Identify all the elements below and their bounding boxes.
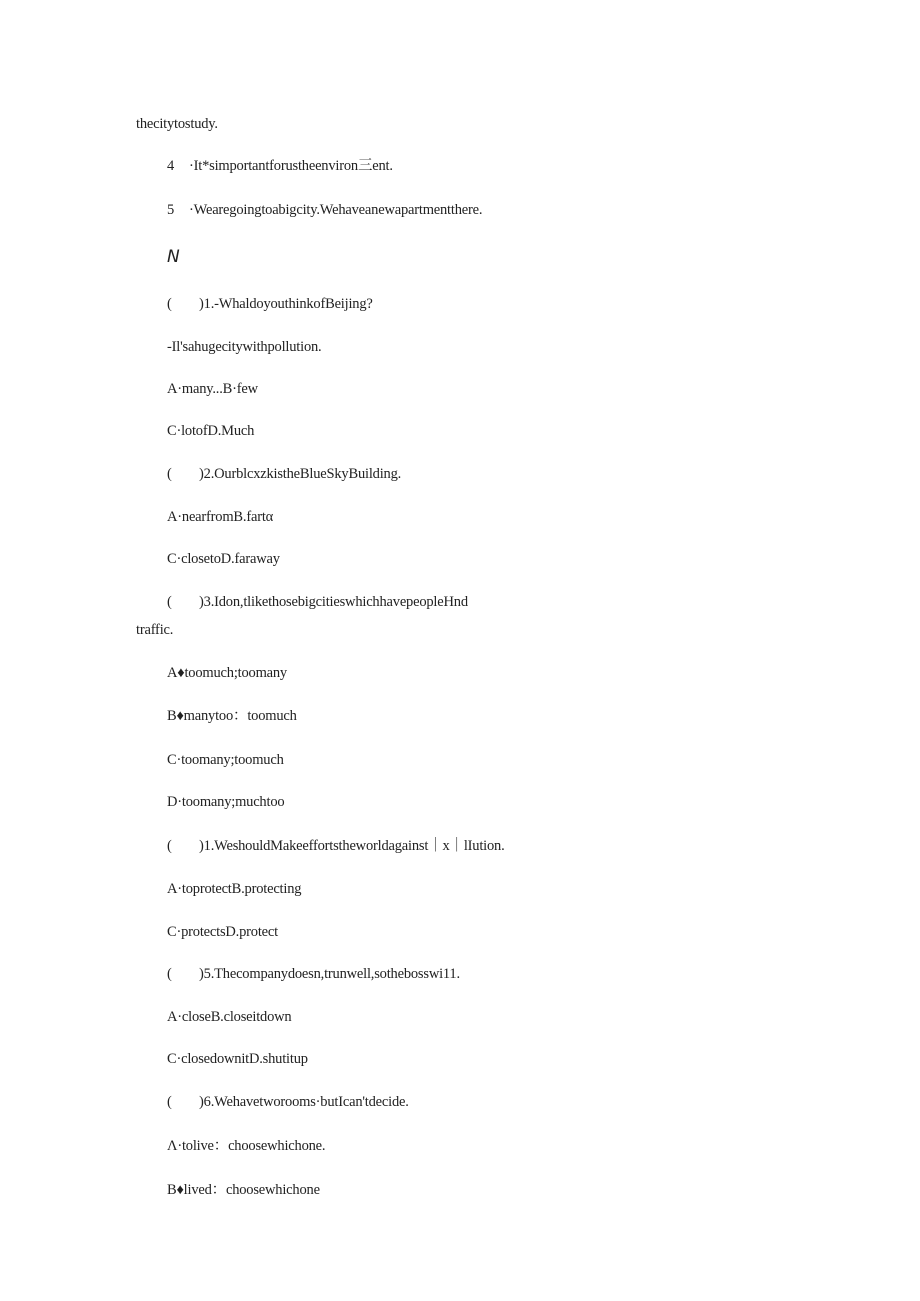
question-4-options-cd: C·protectsD.protect [167, 924, 278, 940]
question-1-options-ab: A·many...B·few [167, 381, 258, 397]
question-1-response: -Il'sahugecitywithpollution. [167, 339, 322, 355]
sentence-text: ·It*simportantforustheenviron三ent. [189, 158, 393, 174]
question-5: ( )5.Thecompanydoesn,trunwell,sothebosswi11. [167, 966, 460, 982]
question-3-option-b: B♦manytoo：toomuch [167, 708, 297, 724]
question-3-continuation: traffic. [136, 622, 174, 638]
question-3-option-c: C·toomany;toomuch [167, 752, 284, 768]
sentence-number: 4 [167, 158, 175, 174]
question-5-options-ab: A·closeB.closeitdown [167, 1009, 292, 1025]
sentence-5 [167, 201, 482, 219]
sentence-number: 5 [167, 202, 175, 218]
question-2-options-cd: C·closetoD.faraway [167, 551, 280, 567]
question-4-options-ab: A·toprotectB.protecting [167, 881, 302, 897]
question-1-options-cd: C·lotofD.Much [167, 423, 255, 439]
sentence-4 [167, 157, 393, 175]
question-5-options-cd: C·closedownitD.shutitup [167, 1051, 308, 1067]
section-symbol: Ν [167, 247, 180, 267]
question-3-option-d: D·toomany;muchtoo [167, 794, 285, 810]
question-3: ( )3.Idon,tlikethosebigcitieswhichhavepeopleHnd [167, 594, 468, 610]
question-2-options-ab: A·nearfromB.fartα [167, 509, 274, 525]
sentence-text: ·Wearegoingtoabigcity.Wehaveanewapartmentthere. [189, 202, 483, 218]
question-6-option-a: Λ·tolive：choosewhichone. [167, 1138, 326, 1154]
question-1: ( )1.-WhaldoyouthinkofBeijing? [167, 296, 373, 312]
question-4: ( )1.WeshouldMakeeffortstheworldagainst｜x｜lIution. [167, 838, 505, 854]
text-line-continuation: thecitytostudy. [136, 116, 218, 132]
question-2: ( )2.OurblcxzkistheBlueSkyBuilding. [167, 466, 402, 482]
question-3-option-a: A♦toomuch;toomany [167, 665, 287, 681]
question-6-option-b: B♦lived：choosewhichone [167, 1182, 320, 1198]
question-6: ( )6.Wehavetworooms·butIcan'tdecide. [167, 1094, 409, 1110]
